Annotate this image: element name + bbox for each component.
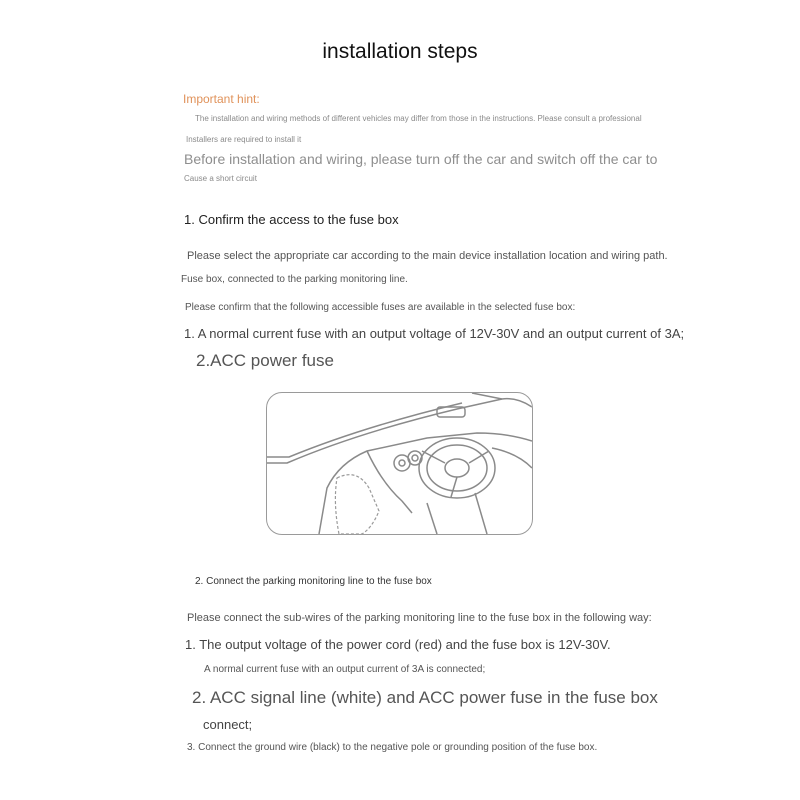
car-interior-illustration	[266, 392, 533, 535]
hint-line-2: Installers are required to install it	[186, 135, 302, 144]
section1-item2: 2.ACC power fuse	[196, 351, 334, 370]
section1-heading: 1. Confirm the access to the fuse box	[184, 212, 399, 227]
hint-warning: Before installation and wiring, please turn off the car and switch off the car to	[184, 151, 658, 167]
section1-para1: Please select the appropriate car according to the main device installation location and wiring path.	[187, 250, 668, 262]
section2-item2-cont: connect;	[203, 717, 253, 732]
section1-item1: 1. A normal current fuse with an output voltage of 12V-30V and an output current of 3A;	[184, 326, 685, 341]
hint-warning-cont: Cause a short circuit	[184, 174, 257, 183]
car-interior-dashboard-icon	[267, 393, 532, 534]
hint-line-1: The installation and wiring methods of different vehicles may differ from those in the instructions. Please consult a professional	[195, 114, 642, 123]
page-title: installation steps	[322, 40, 478, 63]
section2-item1-note: A normal current fuse with an output current of 3A is connected;	[204, 664, 486, 675]
section2-item3: 3. Connect the ground wire (black) to the negative pole or grounding position of the fuse box.	[187, 742, 598, 753]
section2-item2: 2. ACC signal line (white) and ACC power fuse in the fuse box	[192, 688, 658, 707]
hint-label: Important hint:	[183, 92, 260, 106]
section2-heading: 2. Connect the parking monitoring line to the fuse box	[195, 576, 432, 587]
section2-item1: 1. The output voltage of the power cord (red) and the fuse box is 12V-30V.	[185, 637, 611, 652]
section1-para2: Please confirm that the following accessible fuses are available in the selected fuse box:	[185, 302, 576, 313]
section2-intro: Please connect the sub-wires of the parking monitoring line to the fuse box in the following way:	[187, 612, 652, 624]
section1-para1-cont: Fuse box, connected to the parking monitoring line.	[181, 274, 408, 285]
